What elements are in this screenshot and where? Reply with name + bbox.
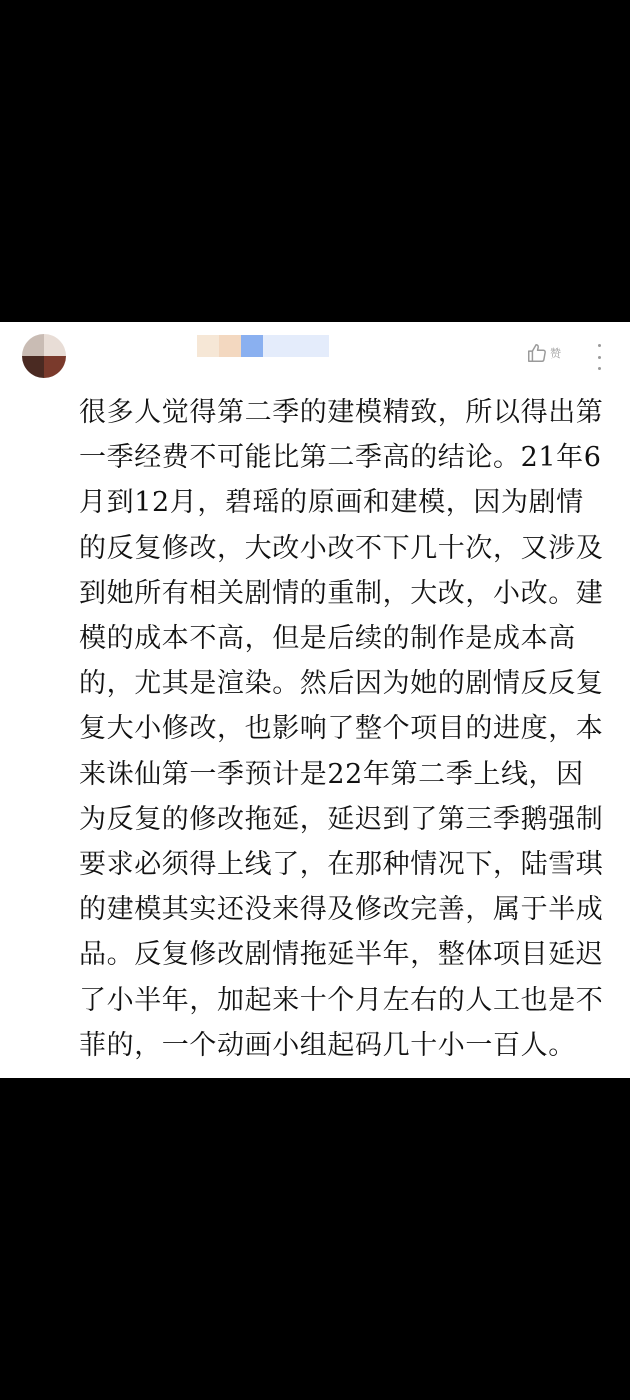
avatar-pixel	[22, 334, 44, 356]
thumbs-up-icon	[526, 342, 548, 364]
more-options-button[interactable]	[592, 344, 606, 370]
avatar[interactable]	[22, 334, 66, 378]
avatar-pixel	[44, 356, 66, 378]
username-redacted[interactable]	[197, 335, 329, 357]
redaction-block	[219, 335, 241, 357]
like-button[interactable]	[526, 342, 561, 364]
redaction-block	[197, 335, 219, 357]
comment-body: 很多人觉得第二季的建模精致，所以得出第一季经费不可能比第二季高的结论。21年6月到12月，碧瑶的原画和建模，因为剧情的反复修改，大改小改不下几十次，又涉及到她所有相关剧情的重制，大改，小改。建模的成本不高，但是后续的制作是成本高的，尤其是渲染。然后因为她的剧情反反复复大小修改，也影响了整个项目的进度，本来诛仙第一季预计是22年第二季上线，因为反复的修改拖延，延迟到了第三季鹅强制要求必须得上线了，在那种情况下，陆雪琪的建模其实还没来得及修改完善，属于半成品。反复修改剧情拖延半年，整体项目延迟了小半年，加起来十个月左右的人工也是不菲的，一个动画小组起码几十小一百人。	[79, 397, 604, 1061]
avatar-pixel	[44, 334, 66, 356]
comment-card	[0, 322, 630, 1078]
like-label: 赞	[550, 347, 561, 360]
redaction-block	[263, 335, 329, 357]
avatar-pixel	[22, 356, 44, 378]
redaction-block	[241, 335, 263, 357]
more-vertical-icon	[598, 344, 601, 370]
